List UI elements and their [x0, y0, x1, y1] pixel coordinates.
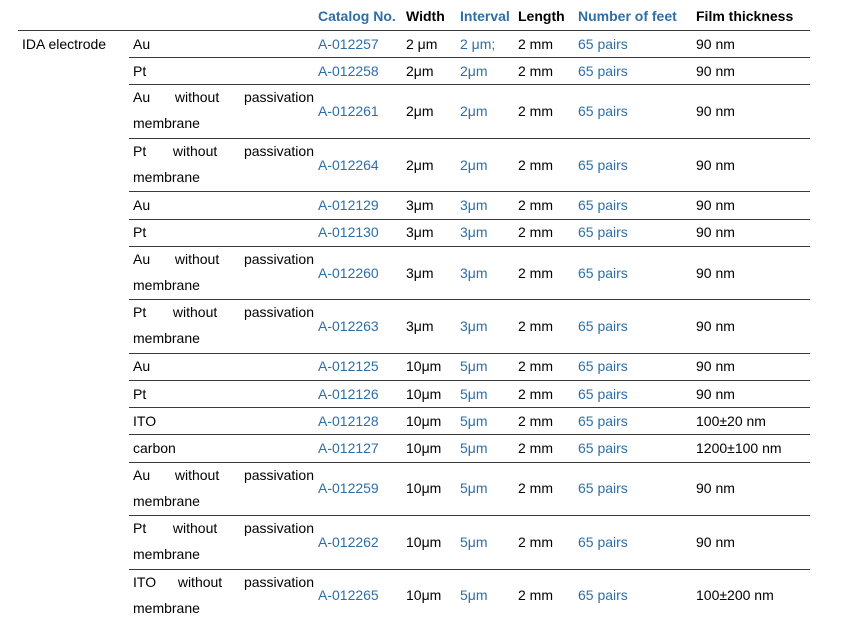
film-thickness-value: 90 nm	[696, 534, 735, 550]
interval-value: 5μm	[460, 358, 488, 374]
film-thickness-value: 90 nm	[696, 63, 735, 79]
electrode-type-line2: membrane	[133, 600, 200, 616]
electrode-type-word: passivation	[243, 143, 314, 159]
feet-value: 65 pairs	[578, 534, 628, 550]
feet-value: 65 pairs	[578, 413, 628, 429]
length-value: 2 mm	[518, 386, 553, 402]
width-value: 3μm	[406, 318, 434, 334]
width-value: 3μm	[406, 224, 434, 240]
electrode-type: Pt	[133, 224, 147, 240]
electrode-type: carbon	[133, 440, 176, 456]
electrode-type-word: passivation	[243, 89, 314, 105]
electrode-type-line1	[133, 84, 314, 110]
catalog-number: A-012258	[318, 63, 379, 79]
feet-value: 65 pairs	[578, 358, 628, 374]
electrode-type-line2: membrane	[133, 546, 200, 562]
width-value: 3μm	[406, 197, 434, 213]
width-value: 10μm	[406, 587, 442, 603]
electrode-type-word: without	[174, 467, 220, 483]
electrode-type-line1	[133, 515, 314, 541]
interval-value: 5μm	[460, 534, 488, 550]
interval-value: 5μm	[460, 440, 488, 456]
film-thickness-value: 90 nm	[696, 197, 735, 213]
width-value: 10μm	[406, 534, 442, 550]
length-value: 2 mm	[518, 480, 553, 496]
interval-value: 5μm	[460, 587, 488, 603]
header-catalog: Catalog No.	[318, 8, 396, 24]
film-thickness-value: 90 nm	[696, 480, 735, 496]
catalog-number: A-012265	[318, 587, 379, 603]
feet-value: 65 pairs	[578, 103, 628, 119]
film-thickness-value: 90 nm	[696, 386, 735, 402]
electrode-type-word: without	[177, 574, 223, 590]
width-value: 2μm	[406, 63, 434, 79]
electrode-type-line1	[133, 246, 314, 272]
catalog-number: A-012259	[318, 480, 379, 496]
feet-value: 65 pairs	[578, 386, 628, 402]
electrode-type: Pt	[133, 386, 147, 402]
width-value: 10μm	[406, 386, 442, 402]
interval-value: 5μm	[460, 413, 488, 429]
length-value: 2 mm	[518, 413, 553, 429]
catalog-number: A-012264	[318, 157, 379, 173]
feet-value: 65 pairs	[578, 63, 628, 79]
length-value: 2 mm	[518, 265, 553, 281]
interval-value: 3μm	[460, 197, 488, 213]
catalog-number: A-012257	[318, 36, 379, 52]
feet-value: 65 pairs	[578, 36, 628, 52]
feet-value: 65 pairs	[578, 440, 628, 456]
length-value: 2 mm	[518, 157, 553, 173]
header-width: Width	[406, 8, 445, 24]
length-value: 2 mm	[518, 197, 553, 213]
electrode-type-word: without	[174, 251, 220, 267]
electrode-type-word: Au	[133, 89, 151, 105]
feet-value: 65 pairs	[578, 157, 628, 173]
electrode-type-line1	[133, 299, 314, 325]
film-thickness-value: 90 nm	[696, 358, 735, 374]
catalog-number: A-012130	[318, 224, 379, 240]
width-value: 2 μm	[406, 36, 438, 52]
film-thickness-value: 90 nm	[696, 224, 735, 240]
film-thickness-value: 1200±100 nm	[696, 440, 782, 456]
interval-value: 2 μm;	[460, 36, 496, 52]
electrode-type-word: without	[172, 304, 218, 320]
film-thickness-value: 100±20 nm	[696, 413, 766, 429]
header-length: Length	[518, 8, 565, 24]
electrode-type-word: passivation	[243, 520, 314, 536]
electrode-type-line1	[133, 462, 314, 488]
catalog-number: A-012126	[318, 386, 379, 402]
length-value: 2 mm	[518, 534, 553, 550]
electrode-type-word: Au	[133, 251, 151, 267]
length-value: 2 mm	[518, 36, 553, 52]
feet-value: 65 pairs	[578, 587, 628, 603]
length-value: 2 mm	[518, 440, 553, 456]
electrode-type-word: passivation	[243, 574, 314, 590]
film-thickness-value: 90 nm	[696, 103, 735, 119]
electrode-type-word: Pt	[133, 143, 147, 159]
film-thickness-value: 90 nm	[696, 318, 735, 334]
electrode-type-word: Pt	[133, 304, 147, 320]
width-value: 3μm	[406, 265, 434, 281]
film-thickness-value: 90 nm	[696, 157, 735, 173]
interval-value: 3μm	[460, 318, 488, 334]
interval-value: 2μm	[460, 157, 488, 173]
interval-value: 2μm	[460, 103, 488, 119]
interval-value: 5μm	[460, 480, 488, 496]
feet-value: 65 pairs	[578, 224, 628, 240]
length-value: 2 mm	[518, 587, 553, 603]
length-value: 2 mm	[518, 318, 553, 334]
catalog-number: A-012125	[318, 358, 379, 374]
header-film-thickness: Film thickness	[696, 8, 794, 24]
electrode-type: Au	[133, 197, 151, 213]
length-value: 2 mm	[518, 63, 553, 79]
header-interval: Interval	[460, 8, 510, 24]
width-value: 2μm	[406, 103, 434, 119]
catalog-number: A-012128	[318, 413, 379, 429]
electrode-type: ITO	[133, 413, 157, 429]
length-value: 2 mm	[518, 103, 553, 119]
feet-value: 65 pairs	[578, 480, 628, 496]
feet-value: 65 pairs	[578, 197, 628, 213]
catalog-number: A-012260	[318, 265, 379, 281]
width-value: 10μm	[406, 440, 442, 456]
electrode-type-line2: membrane	[133, 115, 200, 131]
electrode-type-line1	[133, 569, 314, 595]
electrode-type-word: passivation	[243, 467, 314, 483]
electrode-type-word: ITO	[133, 574, 157, 590]
group-label: IDA electrode	[22, 36, 107, 52]
interval-value: 2μm	[460, 63, 488, 79]
electrode-type: Au	[133, 36, 151, 52]
feet-value: 65 pairs	[578, 265, 628, 281]
electrode-type-word: passivation	[243, 304, 314, 320]
length-value: 2 mm	[518, 224, 553, 240]
electrode-type-word: Au	[133, 467, 151, 483]
electrode-type-line2: membrane	[133, 169, 200, 185]
electrode-type-line2: membrane	[133, 277, 200, 293]
width-value: 10μm	[406, 480, 442, 496]
interval-value: 3μm	[460, 265, 488, 281]
catalog-number: A-012262	[318, 534, 379, 550]
electrode-type-line2: membrane	[133, 493, 200, 509]
electrode-type-line1	[133, 138, 314, 164]
width-value: 10μm	[406, 358, 442, 374]
electrode-type-word: without	[172, 520, 218, 536]
electrode-type: Pt	[133, 63, 147, 79]
feet-value: 65 pairs	[578, 318, 628, 334]
electrode-type-word: passivation	[243, 251, 314, 267]
film-thickness-value: 90 nm	[696, 265, 735, 281]
catalog-number: A-012263	[318, 318, 379, 334]
electrode-type-word: Pt	[133, 520, 147, 536]
catalog-number: A-012129	[318, 197, 379, 213]
width-value: 10μm	[406, 413, 442, 429]
electrode-type-line2: membrane	[133, 330, 200, 346]
interval-value: 5μm	[460, 386, 488, 402]
electrode-type: Au	[133, 358, 151, 374]
interval-value: 3μm	[460, 224, 488, 240]
film-thickness-value: 100±200 nm	[696, 587, 774, 603]
length-value: 2 mm	[518, 358, 553, 374]
header-number-of-feet: Number of feet	[578, 8, 677, 24]
catalog-number: A-012127	[318, 440, 379, 456]
electrode-type-word: without	[174, 89, 220, 105]
width-value: 2μm	[406, 157, 434, 173]
electrode-type-word: without	[172, 143, 218, 159]
catalog-number: A-012261	[318, 103, 379, 119]
film-thickness-value: 90 nm	[696, 36, 735, 52]
